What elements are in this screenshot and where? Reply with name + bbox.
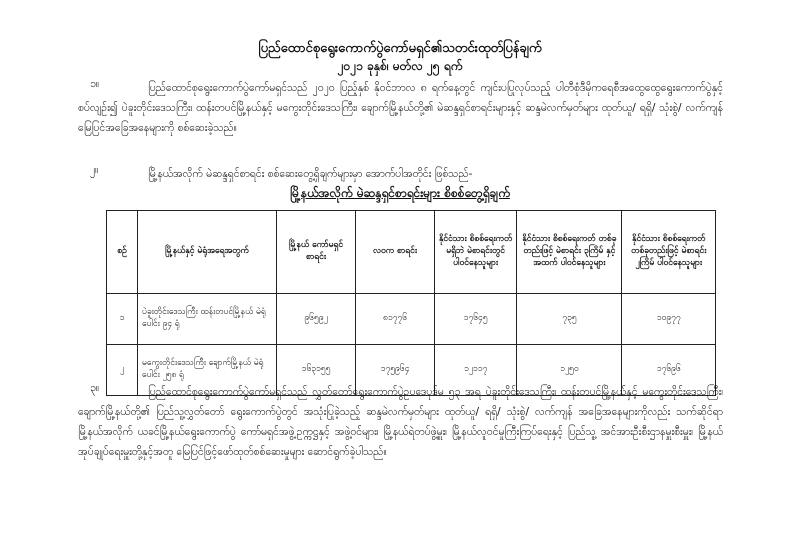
document-date: ၂၀၂၁ ခုနှစ်၊ မတ်လ ၂၅ ရက် [337,59,463,73]
cell-twice: ၁၇၆၉၆ [622,345,716,396]
cell-immigration: ၈၁၇၇၆ [356,294,435,345]
cell-commission: ၁၆၃၁၅၅ [277,345,356,396]
cell-township: ပဲခူးတိုင်းဒေသကြီး ထန်းတပင်မြို့နယ် မဲရုံပေါင်း ၉၄ ရုံ [138,294,277,345]
table-header-row [107,211,716,294]
cell-three-plus: ၇၃၅ [517,294,622,345]
document-title: ပြည်ထောင်စုရွေးကောက်ပွဲကော်မရှင်၏သတင်းထုတ်ပြန်ချက် [258,41,542,56]
voter-list-table [106,210,716,396]
paragraph-1 [78,78,723,138]
cell-no-card: ၁၇၆၄၅ [435,294,517,345]
header-commission-list: မြို့နယ် ကော်မရှင် စာရင်း [277,211,356,294]
header-three-plus: နိုင်ငံသား စိစစ်ရေးကတ် တစ်ခုတည်းဖြင့် မဲစာရင်း ၃ကြိမ် နှင့် အထက် ပါဝင်နေသူများ [517,211,622,294]
cell-three-plus: ၁၂၅၀ [517,345,622,396]
header-twice: နိုင်ငံသား စိစစ်ရေးကတ် တစ်ခုတည်းဖြင့် မဲစာရင်း ၂ကြိမ် ပါဝင်နေသူများ [622,211,716,294]
table-title: မြို့နယ်အလိုက် မဲဆန္ဒရှင်စာရင်းများ စိစစ်တွေ့ရှိချက် [290,186,510,200]
paragraph-1-text: ပြည်ထောင်စုရွေးကောက်ပွဲကော်မရှင်သည် ၂၀၂၀ ပြည့်နှစ် နိုဝင်ဘာလ ၈ ရက်နေ့တွင် ကျင်းပပြုလုပ်သည့် ပါတီစုံဒီမိုကရေစီအထွေထွေရွေးကောက်ပွဲနှင့်စပ်လျဉ်း၍ ပဲခူးတိုင်းဒေသကြီး၊ ထန်းတပင်မြို့နယ်နှင့် မကွေးတိုင်းဒေသကြီး၊ ချောက်မြို့နယ်တို့၏ မဲဆန္ဒရှင်စာရင်းများနှင့် ဆန္ဒမဲလက်မှတ်များ ထုတ်ယူ/ ရရှိ/ သုံးစွဲ/ လက်ကျန် မြေပြင်အခြေအနေများကို စစ်ဆေးခဲ့သည်။ [78,82,723,134]
paragraph-3 [78,382,723,462]
paragraph-2-number: ၂။ [90,164,99,176]
header-no: စဉ် [107,211,138,294]
header-no-card: နိုင်ငံသား စိစစ်ရေးကတ် မရှိဘဲ မဲစာရင်းတွင် ပါဝင်နေသူများ [435,211,517,294]
cell-twice: ၁၀၉၇၇ [622,294,716,345]
cell-no-card: ၁၂၁၁၇ [435,345,517,396]
cell-commission: ၉၆၅၉၂ [277,294,356,345]
header-township: မြို့နယ်နှင့် မဲရုံအရေအတွက် [138,211,277,294]
header-immigration-list: လဝက စာရင်း [356,211,435,294]
paragraph-2-text: မြို့နယ်အလိုက် မဲဆန္ဒရှင်စာရင်း စစ်ဆေးတွေ့ရှိချက်များမှာ အောက်ပါအတိုင်း ဖြစ်သည်- [148,168,473,180]
cell-no: ၁ [107,294,138,345]
cell-no: ၂ [107,345,138,396]
paragraph-3-text: ပြည်ထောင်စုရွေးကောက်ပွဲကော်မရှင်သည် လွှတ်တော်ရွေးကောက်ပွဲဥပဒေပုဒ်မ ၅၃ အရ ပဲခူးတိုင်းဒေသကြီး၊ ထန်းတပင်မြို့နယ်နှင့် မကွေးတိုင်းဒေသကြီး၊ ချောက်မြို့နယ်တို့၏ ပြည်သူ့လွှတ်တော် ရွေးကောက်ပွဲတွင် အသုံးပြုခဲ့သည့် ဆန္ဒမဲလက်မှတ်များ ထုတ်ယူ/ ရရှိ/ သုံးစွဲ/ လက်ကျန် အခြေအနေများကိုလည်း သက်ဆိုင်ရာ မြို့နယ်အလိုက် ယခင်မြို့နယ်ရွေးကောက်ပွဲ ကော်မရှင်အဖွဲ့ဥက္ကဋ္ဌနှင့် အဖွဲ့ဝင်များ၊ မြို့နယ်ရဲတပ်ဖွဲ့မှူး၊ မြို့နယ်လူဝင်မှုကြီးကြပ်ရေးနှင့် ပြည်သူ့ အင်အားဦးစီးဌာနမှူးစီးမှူး၊ မြို့နယ်အုပ်ချုပ်ရေးမှူးတို့နှင့်အတူ မြေပြင်ဖြင့်ဖော်ထုတ်စစ်ဆေးမှုများ ဆောင်ရွက်ခဲ့ပါသည်။ [78,386,723,458]
paragraph-1-number: ၁။ [90,78,100,90]
paragraph-3-number: ၃။ [90,382,100,394]
paragraph-2 [78,164,723,184]
cell-immigration: ၁၇၅၉၆၄ [356,345,435,396]
cell-township: မကွေးတိုင်းဒေသကြီး ချောက်မြို့နယ် မဲရုံပေါင်း ၂၅၈ ရုံ [138,345,277,396]
table-row [107,294,716,345]
